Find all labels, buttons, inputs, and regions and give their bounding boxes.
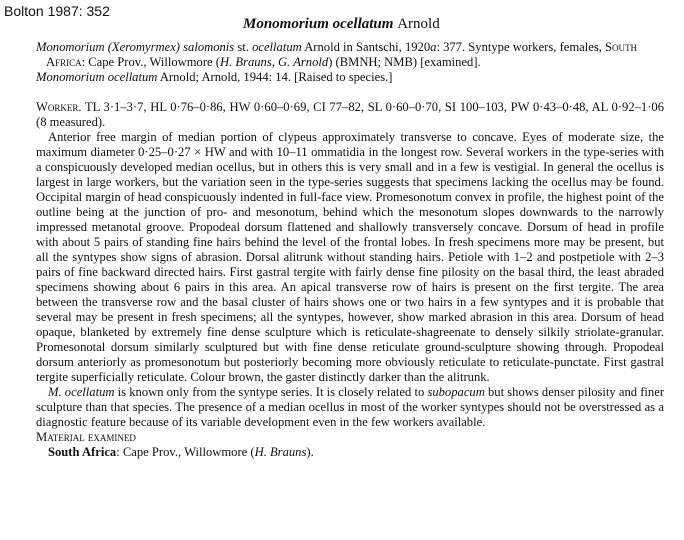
synonymy-entry-2 (36, 70, 664, 85)
worker-measurements (36, 100, 664, 130)
syn1-text-c: : 377. Syntype workers, females, (436, 40, 606, 54)
synonymy-block (36, 40, 664, 85)
species-title (243, 16, 440, 33)
syn1-name: Monomorium (Xeromyrmex) salomonis (36, 40, 235, 54)
measurements-text: . TL 3·1–3·7, HL 0·76–0·86, HW 0·60–0·69, CI 77–82, SL 0·60–0·70, SI 100–103, PW 0·43–0·48, AL 0·92–1·06 (8 measured). (36, 100, 664, 129)
title-author: Arnold (397, 16, 440, 32)
syn1-text-a: st. (234, 40, 253, 54)
synonymy-entry-1 (36, 40, 664, 70)
syn2-name: Monomorium ocellatum (36, 70, 158, 84)
title-species-name: Monomorium ocellatum (243, 16, 394, 32)
remarks-text-b: but shows denser pilosity and finer sculpture than that species. The presence of a median ocellus in most of the worker syntypes should not be overstressed as a diagnostic feature because of its variable development even in the few workers available. (36, 385, 665, 429)
material-entry (36, 445, 664, 460)
material-heading: Material examined (36, 430, 136, 444)
worker-description: Anterior free margin of median portion of clypeus approximately transverse to concave. Eyes of moderate size, the maximum diameter 0·25–0·27 × HW and with 10–11 ommatidia in the longest row. Several workers in the type-series with a conspicuously developed median ocellus, but in others this is very small and in a few is vestigial. In general the ocellus is largest in large workers, but the variation seen in the type-series suggests that specimens lacking the ocellus may be found. Occipital margin of head conspicuously indented in full-face view. Promesonotum convex in profile, the highest point of the outline being at the junction of pro- and mesonotum, behind which the mesonotum slopes downwards to the narrowly impressed metanotal groove. Propodeal dorsum flattened and shallowly transversely concave. Dorsum of head in profile with about 5 pairs of standing fine hairs behind the level of the frontal lobes. In fresh specimens more may be present, but all the syntypes show signs of abrasion. Dorsal alitrunk without standing hairs. Petiole with 1–2 and postpetiole with 2–3 pairs of fine backward directed hairs. First gastral tergite with fairly dense fine pilosity on the basal third, the least abraded specimens showing about 6 pairs in this area. An apical transverse row of hairs is present on the first tergite. The area between the transverse row and the basal cluster of hairs shows one or two hairs in a few syntypes and it is probable that several may be present in fresh specimens; all the syntypes, however, show marked abrasion in this area. Dorsum of head opaque, blanketed by extremely fine dense sculpture which is reticulate-shagreenate to densely silkily striolate-granular. Promesonotal dorsum similarly sculptured but with fine dense reticulate ground-sculpture showing through. Propodeal dorsum anteriorly as promesonotum but posteriorly becoming more obviously reticulate to reticulate-punctate. First gastral tergite superficially reticulate. Colour brown, the gaster distinctly darker than the alitrunk. (36, 130, 664, 384)
syn1-name2: ocellatum (252, 40, 302, 54)
material-text-a: : Cape Prov., Willowmore ( (116, 445, 255, 459)
syn1-text-d: : Cape Prov., Willowmore ( (81, 55, 220, 69)
syn1-text-b: Arnold in Santschi, 1920 (301, 40, 431, 54)
remarks-related-species: subopacum (427, 385, 485, 399)
syn1-year-suffix: a (430, 40, 437, 54)
material-text-b: ). (306, 445, 314, 459)
syn2-text: Arnold; Arnold, 1944: 14. [Raised to species.] (157, 70, 393, 84)
remarks-text-a: is known only from the syntype series. It is closely related to (114, 385, 428, 399)
description-body (36, 100, 664, 460)
material-collector: H. Brauns (254, 445, 307, 459)
syn1-text-e: ) (BMNH; NMB) [examined]. (328, 55, 481, 69)
source-reference: Bolton 1987: 352 (4, 3, 110, 19)
remarks-species: M. ocellatum (48, 385, 115, 399)
syn1-collectors: H. Brauns, G. Arnold (219, 55, 329, 69)
worker-heading: Worker (36, 100, 79, 114)
remarks-paragraph (36, 385, 664, 430)
material-country: South Africa (48, 445, 117, 459)
syn1-locality: South Africa (46, 40, 638, 69)
